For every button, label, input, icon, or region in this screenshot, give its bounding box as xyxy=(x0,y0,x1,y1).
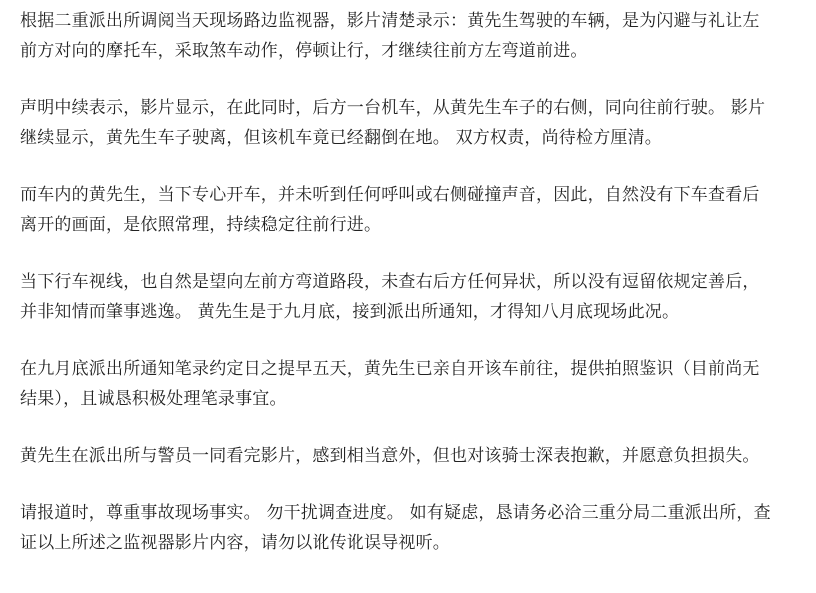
paragraph-6 xyxy=(20,441,808,471)
text-line: 前方对向的摩托车，采取煞车动作，停顿让行，才继续往前方左弯道前进。 xyxy=(20,41,588,61)
paragraph-2 xyxy=(20,93,808,153)
text-line: 并非知情而肇事逃逸。 黄先生是于九月底，接到派出所通知，才得知八月底现场此况。 xyxy=(20,302,680,322)
paragraph-1 xyxy=(20,6,808,66)
paragraph-4 xyxy=(20,267,808,327)
text-line: 请报道时，尊重事故现场事实。 勿干扰调查进度。 如有疑虑，恳请务必洽三重分局二重派出所，查 xyxy=(20,503,771,523)
text-line: 当下行车视线，也自然是望向左前方弯道路段，未查右后方任何异状，所以没有逗留依规定善后， xyxy=(20,272,760,292)
paragraph-3 xyxy=(20,180,808,240)
text-line: 声明中续表示，影片显示，在此同时，后方一台机车，从黄先生车子的右侧，同向往前行驶。 影片 xyxy=(20,98,766,118)
text-line: 结果），且诚恳积极处理笔录事宜。 xyxy=(20,389,287,409)
text-line: 而车内的黄先生，当下专心开车，并未听到任何呼叫或右侧碰撞声音，因此，自然没有下车查看后 xyxy=(20,185,760,205)
text-line: 在九月底派出所通知笔录约定日之提早五天，黄先生已亲自开该车前往，提供拍照鉴识（目前尚无 xyxy=(20,359,760,379)
text-line: 继续显示，黄先生车子驶离，但该机车竟已经翻倒在地。 双方权责，尚待检方厘清。 xyxy=(20,128,663,148)
text-line: 根据二重派出所调阅当天现场路边监视器，影片清楚录示：黄先生驾驶的车辆，是为闪避与礼让左 xyxy=(20,11,760,31)
paragraph-7 xyxy=(20,498,808,558)
text-line: 证以上所述之监视器影片内容，请勿以讹传讹误导视听。 xyxy=(20,533,450,553)
paragraph-5 xyxy=(20,354,808,414)
text-line: 黄先生在派出所与警员一同看完影片，感到相当意外，但也对该骑士深表抱歉，并愿意负担损失。 xyxy=(20,446,760,466)
text-line: 离开的画面，是依照常理，持续稳定往前行进。 xyxy=(20,215,382,235)
article-body xyxy=(20,6,808,558)
